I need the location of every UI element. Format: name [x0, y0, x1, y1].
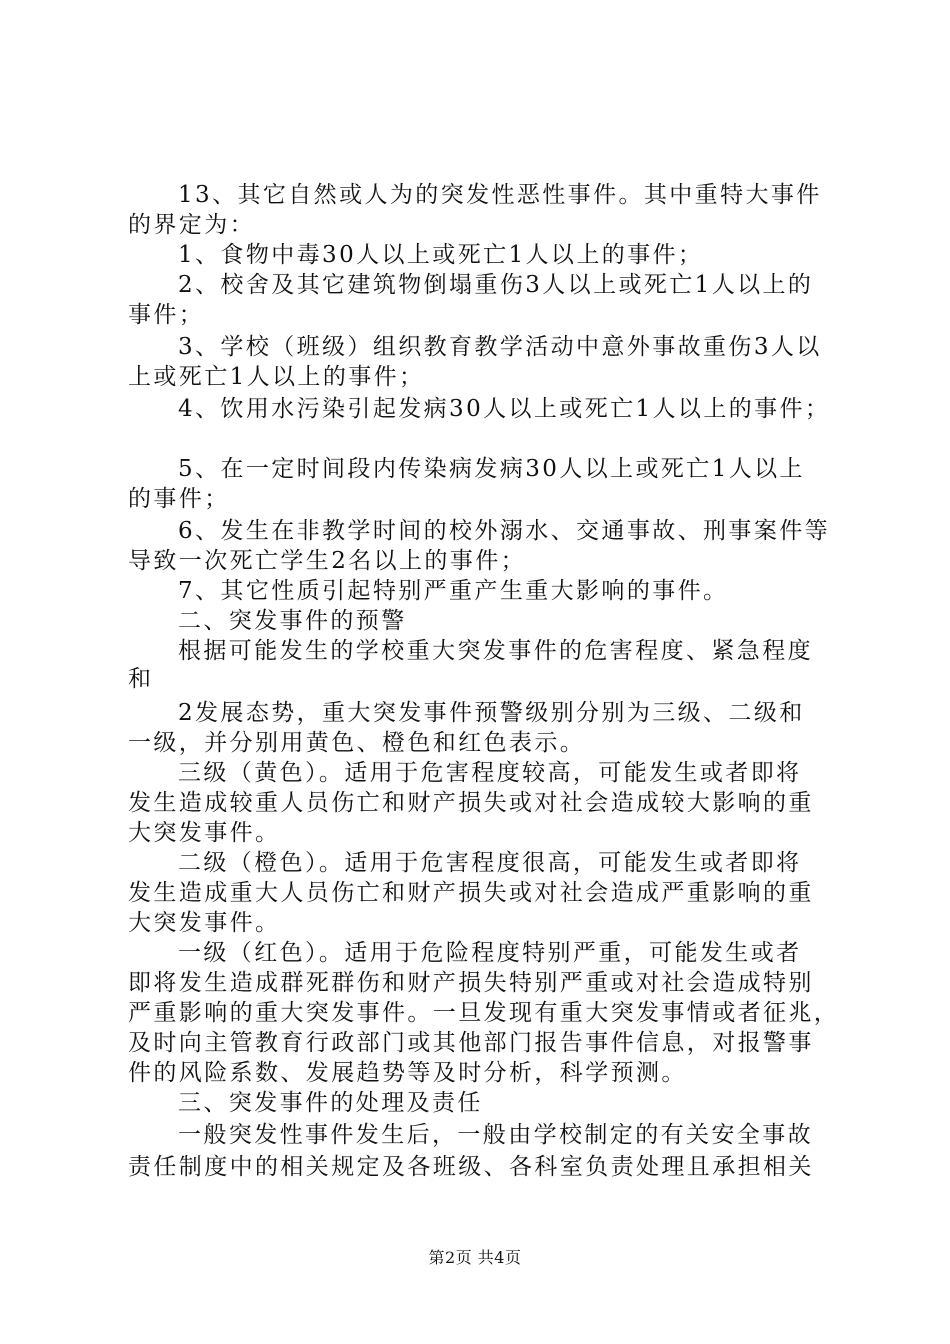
- text-line: 事件；: [128, 302, 205, 328]
- text-line: 和: [128, 666, 154, 692]
- text-line: 2、校舍及其它建筑物倒塌重伤3人以上或死亡1人以上的: [178, 272, 814, 298]
- text-line: 13、其它自然或人为的突发性恶性事件。其中重特大事件: [178, 182, 822, 208]
- text-line: 发生造成重大人员伤亡和财产损失或对社会造成严重影响的重: [128, 880, 814, 906]
- text-line: 一般突发性事件发生后，一般由学校制定的有关安全事故: [178, 1122, 813, 1148]
- text-line: 1、食物中毒30人以上或死亡1人以上的事件；: [178, 242, 704, 268]
- page-number-footer: 第2页 共4页: [428, 1248, 522, 1267]
- text-line: 即将发生造成群死群伤和财产损失特别严重或对社会造成特别: [128, 970, 814, 996]
- text-line: 导致一次死亡学生2名以上的事件；: [128, 548, 527, 574]
- text-line: 及时向主管教育行政部门或其他部门报告事件信息，对报警事: [128, 1030, 814, 1056]
- text-line: 4、饮用水污染引起发病30人以上或死亡1人以上的事件；: [178, 396, 831, 422]
- section-heading: 二、突发事件的预警: [178, 608, 407, 634]
- section-heading: 三、突发事件的处理及责任: [178, 1090, 483, 1116]
- text-line: 的事件；: [128, 486, 230, 512]
- text-line: 上或死亡1人以上的事件；: [128, 364, 425, 390]
- text-line: 件的风险系数、发展趋势等及时分析，科学预测。: [128, 1060, 687, 1086]
- text-line: 发生造成较重人员伤亡和财产损失或对社会造成较大影响的重: [128, 790, 814, 816]
- text-line: 的界定为：: [128, 212, 255, 238]
- text-line: 责任制度中的相关规定及各班级、各科室负责处理且承担相关: [128, 1154, 814, 1180]
- text-line: 7、其它性质引起特别严重产生重大影响的事件。: [178, 578, 729, 604]
- text-line: 大突发事件。: [128, 910, 281, 936]
- text-line: 三级（黄色）。适用于危害程度较高，可能发生或者即将: [178, 760, 802, 786]
- text-line: 根据可能发生的学校重大突发事件的危害程度、紧急程度: [178, 638, 813, 664]
- text-line: 一级，并分别用黄色、橙色和红色表示。: [128, 730, 586, 756]
- text-line: 严重影响的重大突发事件。一旦发现有重大突发事情或者征兆，: [128, 1000, 840, 1026]
- text-line: 6、发生在非教学时间的校外溺水、交通事故、刑事案件等: [178, 518, 831, 544]
- text-line: 二级（橙色）。适用于危害程度很高，可能发生或者即将: [178, 850, 802, 876]
- text-line: 3、学校（班级）组织教育教学活动中意外事故重伤3人以: [178, 334, 822, 360]
- text-line: 大突发事件。: [128, 820, 281, 846]
- text-line: 一级（红色）。适用于危险程度特别严重，可能发生或者: [178, 940, 802, 966]
- text-line: 5、在一定时间段内传染病发病30人以上或死亡1人以上: [178, 456, 805, 482]
- text-line: 2发展态势，重大突发事件预警级别分别为三级、二级和: [178, 700, 805, 726]
